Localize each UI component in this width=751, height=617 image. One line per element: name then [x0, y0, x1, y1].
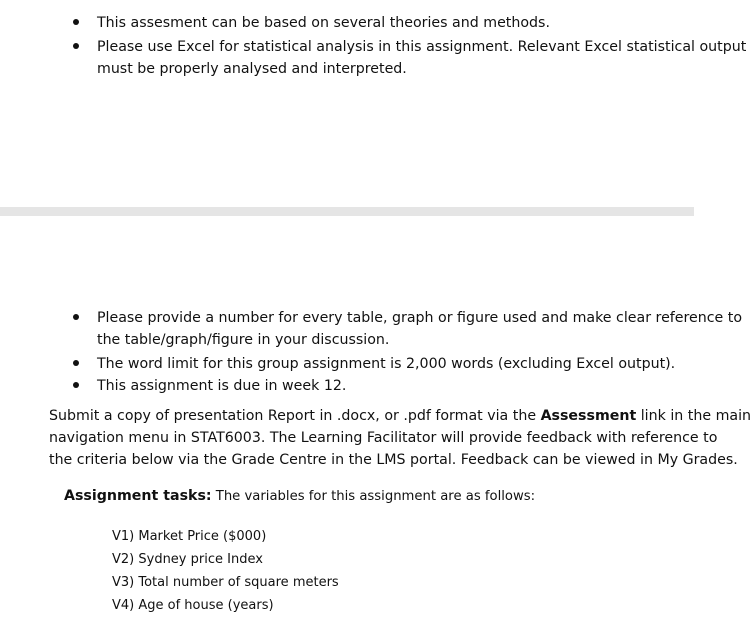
assignment-tasks-intro: The variables for this assignment are as follows: [211, 489, 536, 504]
variable-item: V2) Sydney price Index [112, 552, 263, 567]
submission-line-3: the criteria below via the Grade Centre in the LMS portal. Feedback can be viewed in My Grades. [49, 452, 738, 468]
bullet-dot [73, 19, 79, 25]
bullet-dot [73, 360, 79, 366]
bullet-dot [73, 43, 79, 49]
variable-item: V3) Total number of square meters [112, 575, 339, 590]
page-break-divider [0, 207, 694, 216]
bullet-text: Please use Excel for statistical analysis in this assignment. Relevant Excel statistical output [97, 39, 747, 55]
bullet-dot [73, 314, 79, 320]
assignment-tasks [64, 488, 535, 504]
submission-line-2: navigation menu in STAT6003. The Learning Facilitator will provide feedback with reference to [49, 430, 718, 446]
bullet-text: Please provide a number for every table, graph or figure used and make clear reference to [97, 310, 743, 326]
assignment-tasks-heading: Assignment tasks: [64, 488, 212, 504]
variable-item: V1) Market Price ($000) [112, 529, 267, 544]
submission-paragraph [49, 405, 751, 471]
variable-item: V4) Age of house (years) [112, 598, 274, 613]
bullet-text-continued: must be properly analysed and interpreted. [97, 61, 407, 77]
bullet-text: This assesment can be based on several theories and methods. [97, 15, 550, 31]
bullet-dot [73, 382, 79, 388]
submission-text: Submit a copy of presentation Report in .docx, or .pdf format via the [49, 408, 541, 424]
bullet-text-continued: the table/graph/figure in your discussion. [97, 332, 390, 348]
submission-text: link in the main [636, 408, 751, 424]
bullet-text: The word limit for this group assignment is 2,000 words (excluding Excel output). [97, 356, 676, 372]
assessment-link-text: Assessment [540, 408, 637, 424]
bullet-text: This assignment is due in week 12. [97, 378, 347, 394]
variables-list [112, 525, 339, 617]
submission-line-1 [49, 405, 751, 427]
